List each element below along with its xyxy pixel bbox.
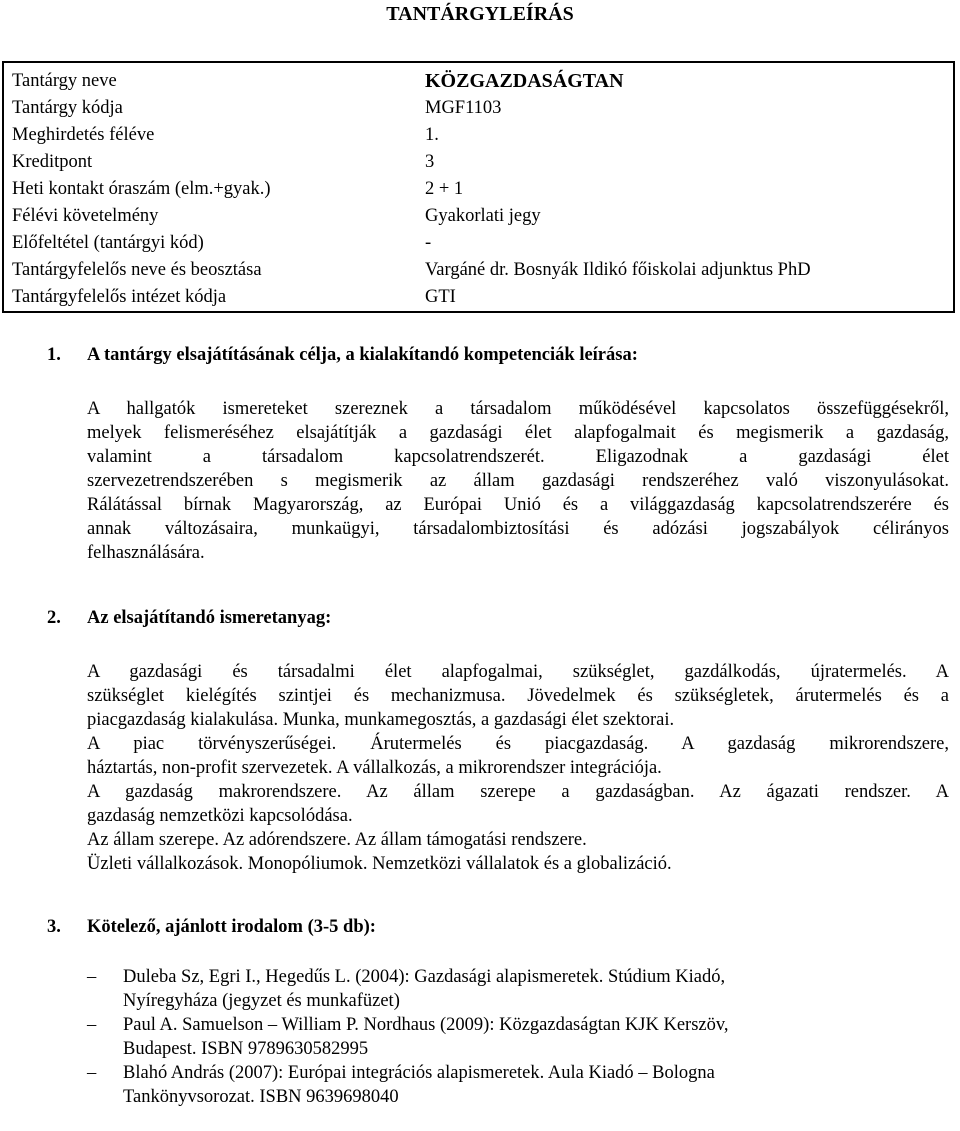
list-dash: – — [87, 1063, 97, 1083]
section-2-paragraph — [87, 660, 949, 876]
meta-value: 3 — [425, 152, 435, 172]
meta-label: Előfeltétel (tantárgyi kód) — [12, 233, 204, 253]
section-title: Kötelező, ajánlott irodalom (3-5 db): — [87, 917, 376, 937]
reference-line: Nyíregyháza (jegyzet és munkafüzet) — [123, 991, 400, 1011]
section-1-heading — [47, 343, 638, 367]
section-number: 3. — [47, 917, 61, 937]
paragraph-line: szervezetrendszerében s megismerik az állam gazdasági rendszeréhez való viszonyulásokat. — [87, 471, 949, 491]
document-title: TANTÁRGYLEÍRÁS — [386, 3, 574, 25]
course-info-box — [2, 61, 955, 313]
section-2-heading — [47, 606, 331, 630]
paragraph-line: valamint a társadalom kapcsolatrendszerét. Eligazodnak a gazdasági élet — [87, 447, 949, 467]
meta-value: 1. — [425, 125, 439, 145]
paragraph-line: háztartás, non-profit szervezetek. A vállalkozás, a mikrorendszer integrációja. — [87, 758, 662, 778]
meta-value: KÖZGAZDASÁGTAN — [425, 70, 624, 92]
list-dash: – — [87, 967, 97, 987]
meta-value: Gyakorlati jegy — [425, 206, 541, 226]
reference-list — [87, 965, 947, 1109]
paragraph-line: szükséglet kielégítés szintjei és mechanizmusa. Jövedelmek és szükségletek, árutermelés és a — [87, 686, 949, 706]
meta-label: Kreditpont — [12, 152, 93, 172]
section-title: Az elsajátítandó ismeretanyag: — [87, 608, 332, 628]
list-dash: – — [87, 1015, 97, 1035]
section-1-paragraph — [87, 397, 949, 565]
meta-label: Meghirdetés féléve — [12, 125, 155, 145]
paragraph-line: A gazdasági és társadalmi élet alapfogalmai, szükséglet, gazdálkodás, újratermelés. A — [87, 662, 949, 682]
section-3-heading — [47, 915, 376, 939]
meta-label: Tantárgyfelelős neve és beosztása — [12, 260, 262, 280]
paragraph-line: A gazdaság makrorendszere. Az állam szerepe a gazdaságban. Az ágazati rendszer. A — [87, 782, 949, 802]
section-number: 2. — [47, 608, 61, 628]
reference-item — [87, 1061, 947, 1109]
meta-value: - — [425, 233, 432, 253]
reference-item — [87, 965, 947, 1013]
reference-line: Paul A. Samuelson – William P. Nordhaus (2009): Közgazdaságtan KJK Kerszöv, — [123, 1015, 729, 1035]
paragraph-line: A hallgatók ismereteket szereznek a társadalom működésével kapcsolatos összefüggésekről, — [87, 399, 949, 419]
meta-label: Tantárgy neve — [12, 71, 117, 91]
meta-value: MGF1103 — [425, 98, 502, 118]
paragraph-line: melyek felismeréséhez elsajátítják a gazdasági élet alapfogalmait és megismerik a gazdaság, — [87, 423, 949, 443]
meta-value: 2 + 1 — [425, 179, 464, 199]
meta-label: Heti kontakt óraszám (elm.+gyak.) — [12, 179, 271, 199]
reference-line: Budapest. ISBN 9789630582995 — [123, 1039, 369, 1059]
paragraph-line: piacgazdaság kialakulása. Munka, munkamegosztás, a gazdasági élet szektorai. — [87, 710, 675, 730]
section-title: A tantárgy elsajátításának célja, a kialakítandó kompetenciák leírása: — [87, 345, 638, 365]
paragraph-line: Üzleti vállalkozások. Monopóliumok. Nemzetközi vállalatok és a globalizáció. — [87, 854, 672, 874]
paragraph-line: Rálátással bírnak Magyarország, az Európai Unió és a világgazdaság kapcsolatrendszerére és — [87, 495, 949, 515]
paragraph-line: felhasználására. — [87, 543, 205, 563]
meta-value: GTI — [425, 287, 456, 307]
reference-item — [87, 1013, 947, 1061]
section-number: 1. — [47, 345, 61, 365]
reference-line: Blahó András (2007): Európai integrációs alapismeretek. Aula Kiadó – Bologna — [123, 1063, 715, 1083]
paragraph-line: annak változásaira, munkaügyi, társadalombiztosítási és adózási jogszabályok célirányos — [87, 519, 949, 539]
meta-label: Félévi követelmény — [12, 206, 159, 226]
meta-label: Tantárgy kódja — [12, 98, 123, 118]
paragraph-line: gazdaság nemzetközi kapcsolódása. — [87, 806, 353, 826]
paragraph-line: A piac törvényszerűségei. Árutermelés és piacgazdaság. A gazdaság mikrorendszere, — [87, 734, 949, 754]
reference-line: Tankönyvsorozat. ISBN 9639698040 — [123, 1087, 399, 1107]
reference-line: Duleba Sz, Egri I., Hegedűs L. (2004): Gazdasági alapismeretek. Stúdium Kiadó, — [123, 967, 726, 987]
meta-label: Tantárgyfelelős intézet kódja — [12, 287, 227, 307]
paragraph-line: Az állam szerepe. Az adórendszere. Az állam támogatási rendszere. — [87, 830, 587, 850]
meta-value: Vargáné dr. Bosnyák Ildikó főiskolai adjunktus PhD — [425, 260, 811, 280]
